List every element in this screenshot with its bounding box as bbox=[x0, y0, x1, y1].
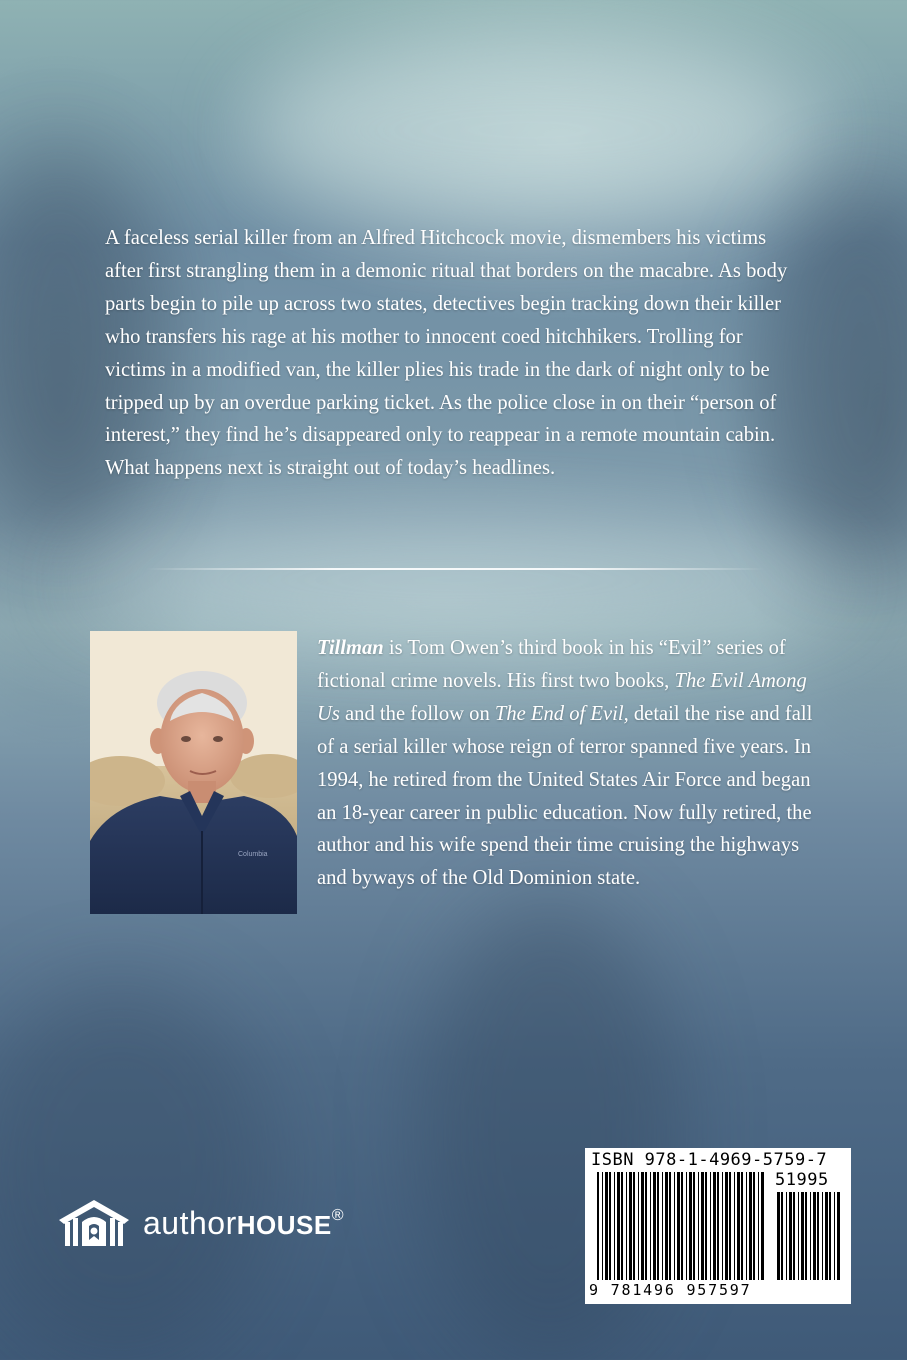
barcode-bar bbox=[753, 1172, 755, 1280]
barcode-bar bbox=[813, 1192, 816, 1280]
barcode-bar bbox=[665, 1172, 668, 1280]
fog-layer bbox=[80, 520, 840, 640]
barcode-bar bbox=[686, 1172, 687, 1280]
barcode-bar bbox=[662, 1172, 663, 1280]
barcode-bar bbox=[786, 1192, 787, 1280]
barcode-bar bbox=[701, 1172, 704, 1280]
synopsis-paragraph: A faceless serial killer from an Alfred Hitchcock movie, dismembers his victims after first strangling them in a demonic ritual that borders on the macabre. As body parts begin to pile up across two states, detectives begin tracking down their killer who transfers his rage at his mother to innocent coed hitchhikers. Trolling for victims in a modified van, the killer plies his trade in the dark of night only to be tripped up by an overdue parking ticket. As the police close in on their “person of interest,” they find he’s disappeared only to reappear in a remote mountain cabin. What happens next is straight out of today’s headlines. bbox=[105, 227, 788, 480]
book-title-second: The End of Evil, bbox=[494, 702, 629, 725]
barcode-bar bbox=[626, 1172, 627, 1280]
barcode-bar bbox=[741, 1172, 743, 1280]
barcode-bar bbox=[689, 1172, 692, 1280]
bio-text: and the follow on bbox=[339, 702, 495, 725]
tree-silhouette bbox=[0, 980, 270, 1360]
barcode-bar bbox=[829, 1192, 831, 1280]
divider-line bbox=[145, 568, 765, 570]
barcode-bar bbox=[822, 1192, 823, 1280]
barcode-bar bbox=[834, 1192, 835, 1280]
barcode-bar bbox=[617, 1172, 620, 1280]
barcode-bar bbox=[641, 1172, 644, 1280]
fog-layer bbox=[250, 40, 810, 220]
barcode-bar bbox=[789, 1192, 792, 1280]
barcode-bar bbox=[798, 1192, 799, 1280]
publisher-logo bbox=[55, 1198, 344, 1248]
book-title-first: The Evil Among Us bbox=[317, 669, 807, 725]
barcode-bar bbox=[698, 1172, 699, 1280]
author-bio bbox=[317, 632, 822, 895]
barcode-bar bbox=[645, 1172, 647, 1280]
barcode-bar bbox=[705, 1172, 707, 1280]
author-photo bbox=[90, 631, 297, 914]
bio-text: is Tom Owen’s third book in his “Evil” series of fictional crime novels. His first two books, bbox=[317, 637, 786, 692]
barcode-bar bbox=[825, 1192, 828, 1280]
barcode-bar bbox=[669, 1172, 671, 1280]
barcode-bar bbox=[674, 1172, 675, 1280]
barcode-bar bbox=[602, 1172, 603, 1280]
barcode-bar bbox=[761, 1172, 764, 1280]
jacket-label: Columbia bbox=[238, 851, 268, 858]
barcode-bar bbox=[758, 1172, 759, 1280]
barcode-bar bbox=[793, 1192, 795, 1280]
barcode-bar bbox=[657, 1172, 659, 1280]
barcode-bar bbox=[737, 1172, 740, 1280]
publisher-name: authorHOUSE® bbox=[143, 1204, 344, 1241]
barcode-bar bbox=[729, 1172, 731, 1280]
barcode-bar bbox=[777, 1192, 780, 1280]
barcode-bar bbox=[653, 1172, 656, 1280]
barcode-bar bbox=[650, 1172, 651, 1280]
barcode-bar bbox=[638, 1172, 639, 1280]
barcode-bar bbox=[781, 1192, 783, 1280]
book-title: Tillman bbox=[317, 637, 384, 659]
barcode-bar bbox=[605, 1172, 608, 1280]
barcode-bar bbox=[734, 1172, 735, 1280]
barcode-bar bbox=[801, 1192, 804, 1280]
barcode-bar bbox=[710, 1172, 711, 1280]
barcode-bar bbox=[725, 1172, 728, 1280]
house-logo-icon bbox=[55, 1198, 133, 1248]
barcode-bar bbox=[677, 1172, 680, 1280]
bio-text: detail the rise and fall of a serial killer whose reign of terror spanned five years. In 1994, he retired from the United States Air Force and began an 18-year career in public education. Now fully retired, the author and his wife spend their time cruising the highways and byways of the Old Dominion state. bbox=[317, 702, 813, 890]
price-addon-bars bbox=[777, 1192, 845, 1282]
price-code: 51995 bbox=[775, 1170, 829, 1190]
barcode-bar bbox=[837, 1192, 840, 1280]
isbn-barcode bbox=[585, 1148, 851, 1304]
barcode-bar bbox=[633, 1172, 635, 1280]
barcode-bar bbox=[629, 1172, 632, 1280]
barcode-bar bbox=[621, 1172, 623, 1280]
ean-digits: 9 781496 957597 bbox=[589, 1281, 752, 1299]
barcode-bar bbox=[746, 1172, 747, 1280]
barcode-bar bbox=[597, 1172, 599, 1280]
isbn-text: ISBN 978-1-4969-5759-7 bbox=[591, 1150, 828, 1170]
barcode-bar bbox=[614, 1172, 615, 1280]
barcode-bar bbox=[713, 1172, 716, 1280]
barcode-bar bbox=[749, 1172, 752, 1280]
barcode-bar bbox=[810, 1192, 811, 1280]
ean-barcode-bars bbox=[597, 1172, 767, 1282]
barcode-bar bbox=[693, 1172, 695, 1280]
author-portrait-image bbox=[90, 631, 297, 914]
barcode-bar bbox=[817, 1192, 819, 1280]
barcode-bar bbox=[609, 1172, 611, 1280]
barcode-bar bbox=[717, 1172, 719, 1280]
barcode-bar bbox=[722, 1172, 723, 1280]
barcode-bar bbox=[805, 1192, 807, 1280]
barcode-bar bbox=[681, 1172, 683, 1280]
